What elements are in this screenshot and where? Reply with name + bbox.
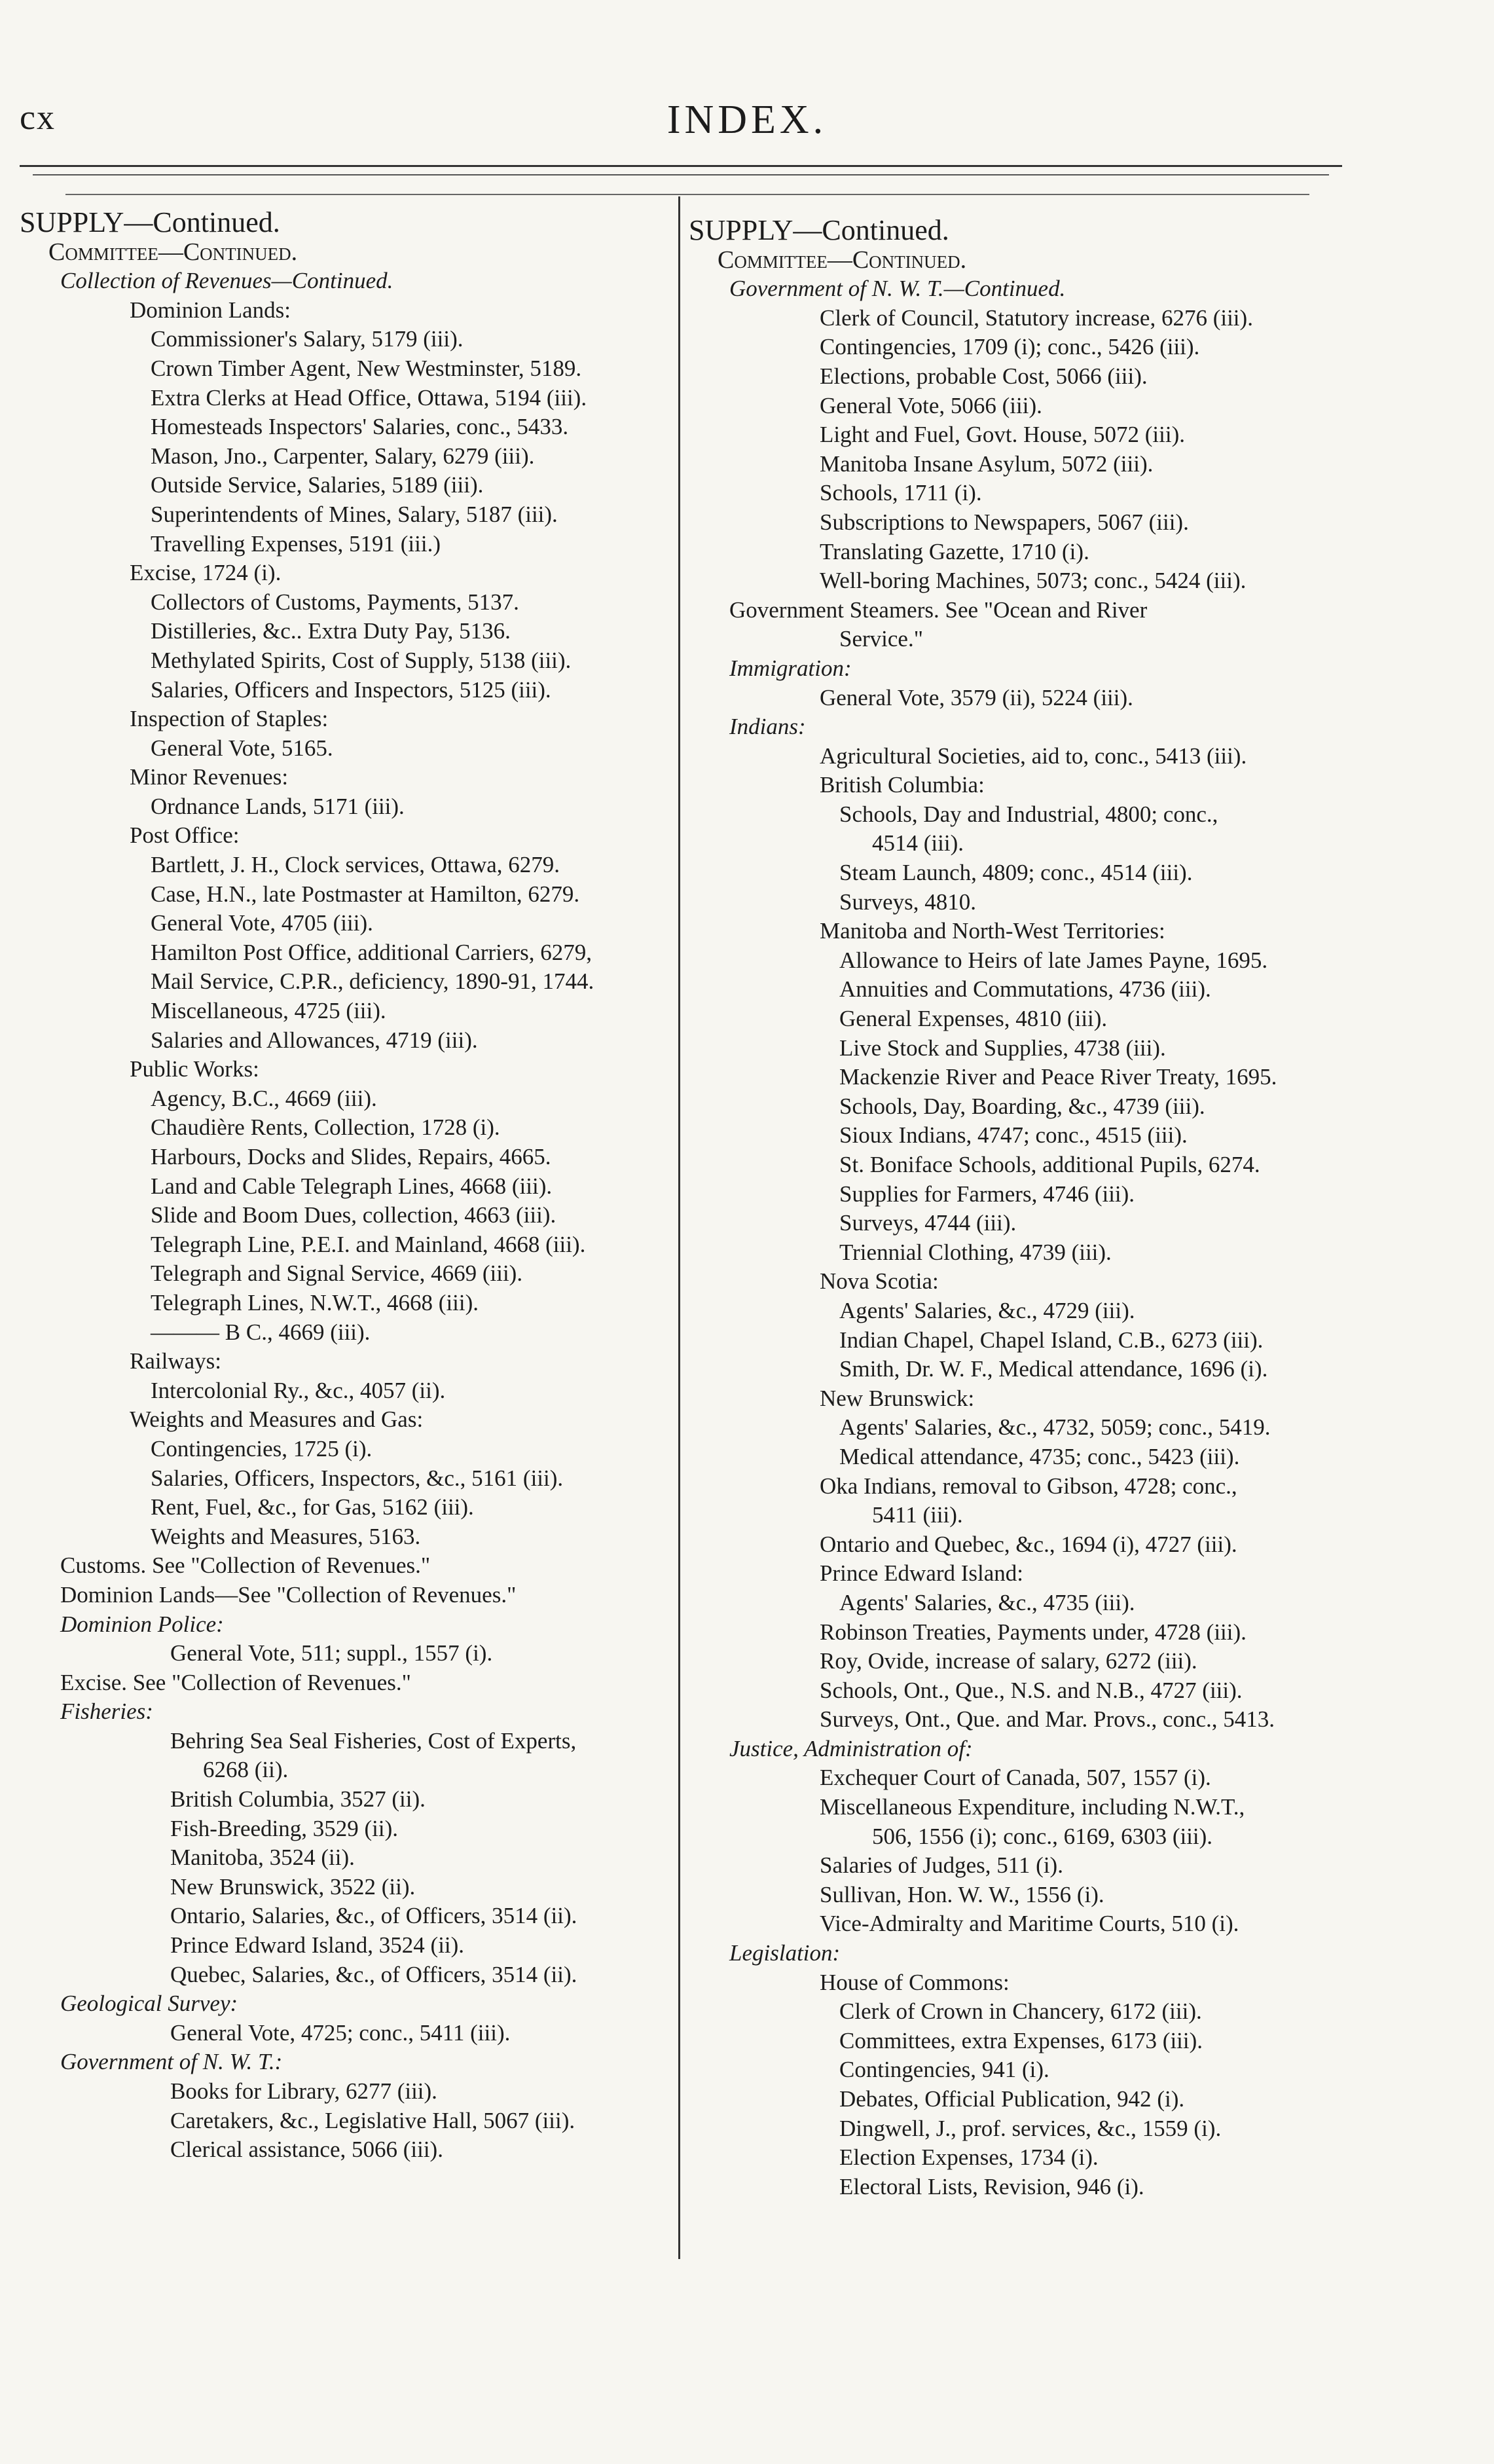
index-entry: 6268 (ii). bbox=[203, 1757, 289, 1783]
index-entry: Triennial Clothing, 4739 (iii). bbox=[839, 1239, 1112, 1265]
index-entry: Weights and Measures, 5163. bbox=[151, 1523, 421, 1549]
page-number: cx bbox=[20, 98, 56, 137]
index-entry: Committees, extra Expenses, 6173 (iii). bbox=[839, 2027, 1203, 2053]
index-entry: Ontario, Salaries, &c., of Officers, 3514 (ii). bbox=[170, 1903, 577, 1929]
index-entry: Bartlett, J. H., Clock services, Ottawa, 6279. bbox=[151, 852, 560, 878]
column-divider bbox=[678, 196, 680, 2259]
index-entry: Slide and Boom Dues, collection, 4663 (iii). bbox=[151, 1202, 556, 1228]
index-entry: Intercolonial Ry., &c., 4057 (ii). bbox=[151, 1377, 446, 1403]
index-entry: Manitoba and North-West Territories: bbox=[820, 918, 1165, 944]
index-entry: Clerical assistance, 5066 (iii). bbox=[170, 2137, 443, 2163]
index-entry: Vice-Admiralty and Maritime Courts, 510 (i). bbox=[820, 1911, 1239, 1937]
index-entry: Government of N. W. T.: bbox=[60, 2049, 283, 2075]
index-entry: Schools, Day, Boarding, &c., 4739 (iii). bbox=[839, 1093, 1205, 1119]
index-entry: Superintendents of Mines, Salary, 5187 (iii). bbox=[151, 501, 558, 527]
index-entry: Salaries, Officers, Inspectors, &c., 5161 (iii). bbox=[151, 1465, 564, 1491]
index-entry: Agents' Salaries, &c., 4735 (iii). bbox=[839, 1589, 1135, 1615]
index-entry: Roy, Ovide, increase of salary, 6272 (iii). bbox=[820, 1648, 1197, 1674]
index-entry: Nova Scotia: bbox=[820, 1268, 939, 1295]
index-entry: Homesteads Inspectors' Salaries, conc., 5433. bbox=[151, 414, 569, 440]
index-entry: Books for Library, 6277 (iii). bbox=[170, 2078, 437, 2104]
index-entry: Dominion Lands: bbox=[130, 297, 291, 323]
index-entry: Salaries, Officers and Inspectors, 5125 (iii). bbox=[151, 676, 551, 703]
index-entry: Miscellaneous Expenditure, including N.W.T., bbox=[820, 1794, 1245, 1820]
page-title: INDEX. bbox=[666, 98, 828, 142]
index-entry: Government Steamers. See "Ocean and River bbox=[729, 597, 1148, 623]
index-entry: Quebec, Salaries, &c., of Officers, 3514 (ii). bbox=[170, 1961, 577, 1987]
index-entry: Rent, Fuel, &c., for Gas, 5162 (iii). bbox=[151, 1494, 474, 1520]
index-entry: Contingencies, 941 (i). bbox=[839, 2057, 1049, 2083]
index-entry: Miscellaneous, 4725 (iii). bbox=[151, 998, 386, 1024]
index-entry: Medical attendance, 4735; conc., 5423 (iii). bbox=[839, 1443, 1240, 1469]
index-entry: Crown Timber Agent, New Westminster, 5189. bbox=[151, 355, 582, 381]
index-entry: General Vote, 5066 (iii). bbox=[820, 392, 1042, 418]
index-entry: General Vote, 5165. bbox=[151, 735, 333, 761]
index-entry: Oka Indians, removal to Gibson, 4728; conc., bbox=[820, 1473, 1237, 1499]
index-entry: General Expenses, 4810 (iii). bbox=[839, 1006, 1108, 1032]
index-entry: Schools, Day and Industrial, 4800; conc., bbox=[839, 801, 1218, 827]
index-entry: Travelling Expenses, 5191 (iii.) bbox=[151, 530, 441, 557]
index-entry: General Vote, 511; suppl., 1557 (i). bbox=[170, 1640, 493, 1666]
index-entry: Sioux Indians, 4747; conc., 4515 (iii). bbox=[839, 1122, 1188, 1149]
index-entry: Surveys, 4810. bbox=[839, 889, 977, 915]
index-entry: 4514 (iii). bbox=[872, 830, 964, 856]
index-entry: Well-boring Machines, 5073; conc., 5424 (iii). bbox=[820, 568, 1247, 594]
index-entry: Dingwell, J., prof. services, &c., 1559 (i). bbox=[839, 2115, 1222, 2141]
index-entry: Salaries of Judges, 511 (i). bbox=[820, 1852, 1063, 1879]
index-entry: Customs. See "Collection of Revenues." bbox=[60, 1553, 431, 1579]
index-entry: New Brunswick, 3522 (ii). bbox=[170, 1873, 416, 1900]
index-entry: Mackenzie River and Peace River Treaty, 1695. bbox=[839, 1064, 1277, 1090]
index-entry: Surveys, Ont., Que. and Mar. Provs., conc., 5413. bbox=[820, 1706, 1275, 1733]
header-rule bbox=[33, 174, 1329, 175]
index-entry: Post Office: bbox=[130, 822, 240, 849]
index-entry: 5411 (iii). bbox=[872, 1502, 963, 1528]
index-entry: Robinson Treaties, Payments under, 4728 (iii). bbox=[820, 1619, 1247, 1645]
index-entry: Translating Gazette, 1710 (i). bbox=[820, 538, 1089, 564]
index-entry: Exchequer Court of Canada, 507, 1557 (i). bbox=[820, 1765, 1211, 1791]
index-entry: Light and Fuel, Govt. House, 5072 (iii). bbox=[820, 422, 1186, 448]
index-entry: Justice, Administration of: bbox=[729, 1735, 973, 1761]
index-entry: Caretakers, &c., Legislative Hall, 5067 (iii). bbox=[170, 2107, 575, 2133]
index-entry: Agents' Salaries, &c., 4729 (iii). bbox=[839, 1297, 1135, 1323]
index-entry: Clerk of Council, Statutory increase, 6276 (iii). bbox=[820, 304, 1253, 331]
index-entry: Clerk of Crown in Chancery, 6172 (iii). bbox=[839, 1998, 1202, 2025]
left-column bbox=[20, 208, 668, 2165]
index-entry: Prince Edward Island, 3524 (ii). bbox=[170, 1932, 465, 1958]
index-entry: General Vote, 4705 (iii). bbox=[151, 910, 373, 936]
index-entry: Electoral Lists, Revision, 946 (i). bbox=[839, 2173, 1144, 2199]
index-entry: Agents' Salaries, &c., 4732, 5059; conc., 5419. bbox=[839, 1414, 1271, 1441]
index-entry: Legislation: bbox=[729, 1940, 841, 1966]
index-entry: Public Works: bbox=[130, 1056, 259, 1082]
index-entry: SUPPLY—Continued. bbox=[689, 214, 949, 246]
index-entry: Weights and Measures and Gas: bbox=[130, 1407, 424, 1433]
index-entry: ——— B C., 4669 (iii). bbox=[151, 1319, 371, 1345]
index-entry: Ontario and Quebec, &c., 1694 (i), 4727 (iii). bbox=[820, 1531, 1237, 1557]
index-entry: Indian Chapel, Chapel Island, C.B., 6273 (iii). bbox=[839, 1327, 1264, 1353]
index-entry: Behring Sea Seal Fisheries, Cost of Experts, bbox=[170, 1727, 577, 1754]
index-entry: Surveys, 4744 (iii). bbox=[839, 1210, 1017, 1236]
index-entry: Outside Service, Salaries, 5189 (iii). bbox=[151, 472, 484, 498]
index-entry: Collection of Revenues—Continued. bbox=[60, 268, 393, 294]
index-entry: Manitoba Insane Asylum, 5072 (iii). bbox=[820, 451, 1154, 477]
index-entry: Dominion Lands—See "Collection of Revenues." bbox=[60, 1581, 517, 1608]
index-entry: Excise, 1724 (i). bbox=[130, 560, 282, 586]
index-entry: Supplies for Farmers, 4746 (iii). bbox=[839, 1181, 1135, 1207]
index-entry: House of Commons: bbox=[820, 1969, 1010, 1995]
index-entry: Excise. See "Collection of Revenues." bbox=[60, 1669, 411, 1695]
index-entry: Allowance to Heirs of late James Payne, 1695. bbox=[839, 947, 1268, 973]
index-entry: Steam Launch, 4809; conc., 4514 (iii). bbox=[839, 860, 1193, 886]
index-entry: Government of N. W. T.—Continued. bbox=[729, 276, 1066, 302]
index-entry: Commissioner's Salary, 5179 (iii). bbox=[151, 326, 464, 352]
index-entry: Mail Service, C.P.R., deficiency, 1890-91, 1744. bbox=[151, 968, 594, 995]
index-entry: Methylated Spirits, Cost of Supply, 5138 (iii). bbox=[151, 647, 572, 673]
index-entry: Manitoba, 3524 (ii). bbox=[170, 1845, 355, 1871]
index-entry: Mason, Jno., Carpenter, Salary, 6279 (iii). bbox=[151, 443, 535, 469]
index-entry: Inspection of Staples: bbox=[130, 706, 329, 732]
index-entry: Telegraph and Signal Service, 4669 (iii). bbox=[151, 1260, 523, 1287]
index-entry: Contingencies, 1725 (i). bbox=[151, 1435, 373, 1462]
index-entry: Geological Survey: bbox=[60, 1991, 238, 2017]
index-entry: Land and Cable Telegraph Lines, 4668 (iii). bbox=[151, 1173, 553, 1199]
index-entry: Collectors of Customs, Payments, 5137. bbox=[151, 589, 519, 615]
index-entry: Fisheries: bbox=[60, 1699, 153, 1725]
index-entry: Salaries and Allowances, 4719 (iii). bbox=[151, 1027, 478, 1053]
index-entry: Live Stock and Supplies, 4738 (iii). bbox=[839, 1035, 1166, 1061]
index-entry: Extra Clerks at Head Office, Ottawa, 5194 (iii). bbox=[151, 384, 587, 411]
index-entry: New Brunswick: bbox=[820, 1385, 975, 1411]
index-entry: British Columbia: bbox=[820, 772, 985, 798]
header-rule bbox=[20, 165, 1342, 167]
index-entry: Indians: bbox=[729, 714, 806, 740]
index-entry: Schools, 1711 (i). bbox=[820, 480, 982, 506]
index-entry: General Vote, 4725; conc., 5411 (iii). bbox=[170, 2019, 511, 2046]
index-entry: Immigration: bbox=[729, 655, 852, 681]
index-entry: Elections, probable Cost, 5066 (iii). bbox=[820, 363, 1148, 389]
index-entry: St. Boniface Schools, additional Pupils, 6274. bbox=[839, 1152, 1260, 1177]
index-entry: Debates, Official Publication, 942 (i). bbox=[839, 2086, 1185, 2112]
index-entry: Agency, B.C., 4669 (iii). bbox=[151, 1085, 377, 1111]
index-entry: Prince Edward Island: bbox=[820, 1560, 1024, 1587]
index-entry: Minor Revenues: bbox=[130, 764, 289, 790]
index-entry: Subscriptions to Newspapers, 5067 (iii). bbox=[820, 509, 1189, 535]
index-entry: Railways: bbox=[130, 1348, 221, 1374]
index-entry: Annuities and Commutations, 4736 (iii). bbox=[839, 976, 1211, 1002]
index-entry: Contingencies, 1709 (i); conc., 5426 (iii). bbox=[820, 334, 1200, 360]
index-entry: Smith, Dr. W. F., Medical attendance, 1696 (i). bbox=[839, 1356, 1268, 1382]
index-entry: Committee—Continued. bbox=[48, 238, 298, 266]
index-entry: Service." bbox=[839, 626, 923, 652]
right-column bbox=[689, 216, 1343, 2201]
index-entry: Ordnance Lands, 5171 (iii). bbox=[151, 793, 405, 819]
index-entry: Election Expenses, 1734 (i). bbox=[839, 2144, 1099, 2171]
index-entry: Distilleries, &c.. Extra Duty Pay, 5136. bbox=[151, 618, 511, 644]
index-entry: 506, 1556 (i); conc., 6169, 6303 (iii). bbox=[872, 1823, 1213, 1849]
index-entry: British Columbia, 3527 (ii). bbox=[170, 1786, 426, 1812]
header-rule bbox=[65, 194, 1309, 195]
index-entry: Agricultural Societies, aid to, conc., 5413 (iii). bbox=[820, 743, 1247, 769]
index-entry: Hamilton Post Office, additional Carriers, 6279, bbox=[151, 939, 592, 965]
index-entry: Fish-Breeding, 3529 (ii). bbox=[170, 1815, 399, 1841]
index-entry: Chaudière Rents, Collection, 1728 (i). bbox=[151, 1114, 500, 1141]
index-entry: Harbours, Docks and Slides, Repairs, 4665. bbox=[151, 1144, 551, 1169]
index-entry: Sullivan, Hon. W. W., 1556 (i). bbox=[820, 1881, 1104, 1907]
index-entry: General Vote, 3579 (ii), 5224 (iii). bbox=[820, 684, 1133, 710]
index-entry: Committee—Continued. bbox=[718, 246, 967, 274]
index-entry: Telegraph Line, P.E.I. and Mainland, 4668 (iii). bbox=[151, 1231, 586, 1257]
index-entry: Schools, Ont., Que., N.S. and N.B., 4727 (iii). bbox=[820, 1677, 1243, 1703]
index-entry: Dominion Police: bbox=[60, 1611, 224, 1637]
index-entry: Telegraph Lines, N.W.T., 4668 (iii). bbox=[151, 1289, 479, 1315]
index-entry: SUPPLY—Continued. bbox=[20, 206, 280, 238]
index-entry: Case, H.N., late Postmaster at Hamilton, 6279. bbox=[151, 881, 580, 907]
